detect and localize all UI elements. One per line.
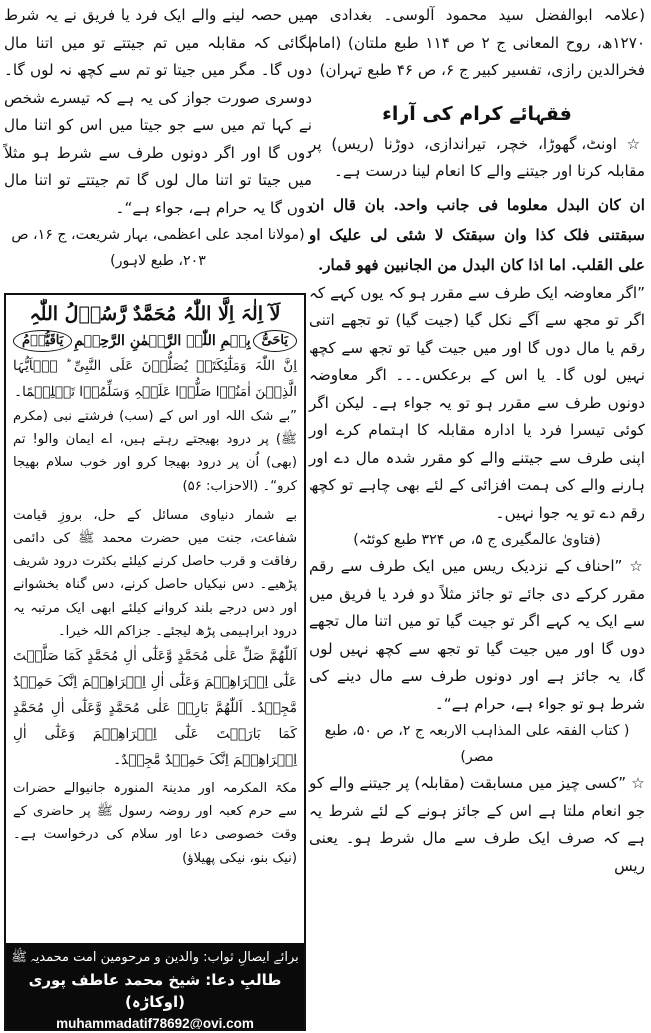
ayah-translation: ”بے شک اللہ اور اس کے (سب) فرشتے نبی (مکرم ﷺ) پر درود بھیجتے رہتے ہیں، اے ایمان والو! تم (بھی) اُن پر درود بھیجا کرو اور خوب سلام بھیجا کرو“۔ (الاحزاب: ۵۶) xyxy=(13,409,297,494)
star-icon: ☆ xyxy=(626,774,645,792)
arabic-text: ان کان البدل معلوما فی جانب واحد. بان قال ان سبقتنی فلک کذا وان سبقتک لا شئی لی علیک او علی القلب. اما اذا کان البدل من الجانبین فھو قمار. xyxy=(309,195,645,274)
reference-alamgiri: (فتاویٰ عالمگیری ج ۵، ص ۳۲۴ طبع کوئٹہ) xyxy=(353,532,601,548)
esaal-sawab: برائے ایصالِ ثواب: والدین و مرحومین امت محمدیہ ﷺ xyxy=(11,950,299,965)
right-column xyxy=(309,0,645,880)
oval-ya-hayyu: یَاحَیُّ xyxy=(253,330,297,352)
dua-request: مکۃ المکرمہ اور مدینۃ المنورہ جانیوالے حضرات سے حرم کعبہ اور روضہ رسول ﷺ پر حاضری کے وقت خصوصی دعا اور سلام کی درخواست ہے۔ (نیک بنو، نیکی پھیلاؤ) xyxy=(13,781,297,866)
oval-ya-qayyum: یَاقَیُّوۡمُ xyxy=(13,330,72,352)
footer-band xyxy=(6,943,304,1029)
durood-box xyxy=(4,293,306,1031)
quote-musabiqat: ☆ ”کسی چیز میں مسابقت (مقابلہ) پر جیتنے والے کو جو انعام ملتا ہے اس کے جائز ہونے کے لئے شرط یہ ہے کہ صرف ایک طرف سے مال شرط ہو۔ یعنی ریس xyxy=(309,774,645,875)
talib-dua: طالبِ دعا: شیخ محمد عاطف پوری (اوکاڑہ) xyxy=(28,971,282,1011)
quote-alamgiri: ”اگر معاوضہ ایک طرف سے مقرر ہو کہ یوں کہے کہ اگر تو مجھ سے آگے نکل گیا (جیت گیا) تو تجھے اتنی رقم یا مال دوں گا اور میں جیت گیا تو تجھ سے کچھ نہیں لوں گا۔ یا اس کے برعکس۔۔۔ اگر معاوضہ دونوں طرف سے مقرر ہو تو یہ جواء ہے۔ لیکن اگر کوئی تیسرا فرد یا ادارہ مقابلہ کا اہتمام کرے اور اپنی طرف سے جیتنے والے کو مقرر شدہ مال دے اور ہارنے والے کی ہمت افزائی کے لئے بھی چاہے تو کچھ رقم دے تو یہ جوا نہیں۔ xyxy=(309,283,645,522)
durood-virtue: بے شمار دنیاوی مسائل کے حل، بروزِ قیامت شفاعت، جنت میں حضرت محمد ﷺ کی دائمی رفاقت و قرب حاصل کرنے کیلئے بکثرت درود شریف پڑھیے۔ دس نیکیاں حاصل کرنے، دس گناہ بخشوانے اور دس درجے بلند کروانے کیلئے ابھی ایک مرتبہ یہ درود ابراہیمی پڑھ لیجئے۔ جزاکم اللہ خیرا۔ xyxy=(13,507,297,639)
left-paragraph: میں حصہ لینے والے ایک فرد یا فریق نے یہ شرط لگائی کہ مقابلہ میں تم جیتتے تو میں اتنا مال دوں گا۔ مگر میں جیتا تو تم سے کچھ نہ لوں گا۔ دوسری صورت جواز کی یہ ہے کہ تیسرے شخص نے کہا تم میں سے جو جیتا میں اس کو اتنا مال دوں گا اور اگر دونوں طرف سے شرط ہو مثلاً میں جیتا تو اتنا مال لوں گا تم جیتتے تو اتنا مال دوں گا یہ حرام ہے، جواء ہے“۔ xyxy=(4,6,312,217)
bismillah: بِسۡمِ اللّٰہِ الرَّحۡمٰنِ الرَّحِیۡمِ xyxy=(74,333,251,349)
durood-ibrahimi: اَللّٰھُمَّ صَلِّ عَلٰی مُحَمَّدٍ وَّعَلٰٓی اٰلِ مُحَمَّدٍ کَمَا صَلَّیۡتَ عَلٰٓی اِبۡرَاھِیۡمَ وَعَلٰٓی اٰلِ اِبۡرَاھِیۡمَ اِنَّکَ حَمِیۡدٌ مَّجِیۡدٌ۔ اَللّٰھُمَّ بَارِکۡ عَلٰی مُحَمَّدٍ وَّعَلٰٓی اٰلِ مُحَمَّدٍ کَمَا بَارَکۡتَ عَلٰٓی اِبۡرَاھِیۡمَ وَعَلٰٓی اٰلِ اِبۡرَاھِیۡمَ اِنَّکَ حَمِیۡدٌ مَّجِیۡدٌ۔ xyxy=(13,648,297,769)
left-column xyxy=(4,0,312,274)
quote-ahnaf: ☆ ”احناف کے نزدیک ریس میں ایک طرف سے رقم مقرر کرکے دی جائے تو جائز مثلاً دو فرد یا فریق میں سے ایک یہ کہے اگر تو جیت گیا تو میں اتنا مال تجھے دوں گا اور میں جیت گیا تو تجھ سے کچھ نہیں لوں گا، یہ جائز ہے اور دونوں طرف سے مال دینے کی شرط ہو تو جواء ہے، حرام ہے“۔ xyxy=(309,557,645,713)
quran-ayah: اِنَّ اللّٰہَ وَمَلٰٓئِکَتَہٗ یُصَلُّوۡنَ عَلَی النَّبِیِّ ؕ یٰۤاَیُّہَا الَّذِیۡنَ اٰمَنُوۡا صَلُّوۡا عَلَیۡہِ وَسَلِّمُوۡا تَسۡلِیۡمًا۔ xyxy=(13,358,297,400)
paragraph-1: ☆ اونٹ، گھوڑا، خچر، تیراندازی، دوڑنا (ریس) پر مقابلہ کرنا اور جیتنے والے کا انعام لینا درست ہے۔ xyxy=(309,134,646,180)
bismillah-row xyxy=(13,329,297,353)
star-icon: ☆ xyxy=(616,134,646,153)
section-heading: فقہائے کرام کی آراء xyxy=(382,102,572,125)
star-icon: ☆ xyxy=(622,557,645,575)
left-reference: (مولانا امجد علی اعظمی، بہار شریعت، ج ۱۶، ص ۲۰۳، طبع لاہور) xyxy=(11,227,305,269)
contact-email: muhammadatif78692@ovi.com xyxy=(56,1016,254,1031)
kalima: لَآ اِلٰہَ اِلَّا اللّٰہُ مُحَمَّدٌ رَّسُوۡلُ اللّٰہِ xyxy=(29,303,281,325)
reference-fiqh: ( کتاب الفقہ علی المذاہب الاربعہ ج ۲، ص ۵۰، طبع مصر) xyxy=(324,723,630,765)
intro-reference: (علامہ ابوالفضل سید محمود آلوسی۔ بغدادی م ۱۲۷۰ھ، روح المعانی ج ۲ ص ۱۱۴ طبع ملتان) (امام فخرالدین رازی، تفسیر کبیر ج ۶، ص ۴۶ طبع تہران) xyxy=(309,6,646,79)
